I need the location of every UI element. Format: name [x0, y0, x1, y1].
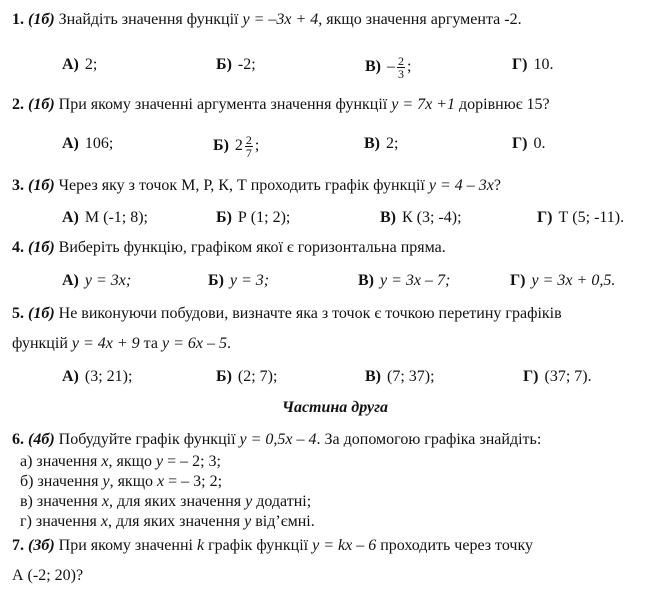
q1-option-a: А) 2; [62, 56, 98, 73]
q4-option-b: Б) y = 3; [208, 272, 270, 289]
fraction: $\frac{2}{3}$ [398, 54, 404, 81]
q2-option-c: В) 2; [364, 135, 399, 152]
question-points: (1б) [28, 11, 55, 28]
q5-option-c: В) (7; 37); [365, 368, 435, 385]
q4-option-a: А) y = 3x; [62, 272, 132, 289]
q6-subitem-a: а) значення x, якщо y = – 2; 3; [20, 453, 221, 470]
q4-option-d: Г) y = 3x + 0,5. [510, 272, 616, 289]
q5-option-a: А) (3; 21); [62, 368, 133, 385]
q3-option-b: Б) Р (1; 2); [216, 209, 291, 226]
question-2: 2. (1б) При якому значенні аргумента значення функції y = 7x +1 дорівнює 15? [12, 96, 550, 113]
question-number: 1. [12, 11, 24, 28]
section-title: Частина друга [281, 399, 389, 416]
question-3: 3. (1б) Через яку з точок М, Р, К, Т проходить графік функції y = 4 – 3x? [12, 177, 501, 194]
q2-option-b: Б) 2 $\frac{2}{7}$ ; [213, 133, 260, 160]
math-expression: y = –3x + 4 [242, 11, 319, 28]
q6-subitem-c: в) значення x, для яких значення y додатні; [20, 493, 312, 510]
question-5-continued: функцій y = 4x + 9 та y = 6x – 5. [12, 335, 231, 352]
question-text: , якщо значення аргумента -2. [318, 11, 522, 28]
q3-option-d: Г) Т (5; -11). [537, 209, 625, 226]
q1-option-b: Б) -2; [216, 56, 256, 73]
q2-option-a: А) 106; [62, 135, 114, 152]
question-5: 5. (1б) Не виконуючи побудови, визначте яка з точок є точкою перетину графіків [12, 305, 562, 322]
q5-option-b: Б) (2; 7); [216, 368, 278, 385]
q4-option-c: В) y = 3x – 7; [358, 272, 451, 289]
fraction: $\frac{2}{7}$ [245, 133, 252, 160]
q3-option-a: А) М (-1; 8); [62, 209, 148, 226]
q2-option-d: Г) 0. [512, 135, 546, 152]
q1-option-c: В) – $\frac{2}{3}$ ; [365, 54, 412, 81]
question-1 [12, 10, 522, 30]
question-4: 4. (1б) Виберіть функцію, графіком якої є горизонтальна пряма. [12, 239, 446, 256]
q1-option-d: Г) 10. [512, 56, 554, 73]
q5-option-d: Г) (37; 7). [523, 368, 592, 385]
q6-subitem-d: г) значення x, для яких значення y від’ємні. [20, 513, 315, 530]
q6-subitem-b: б) значення y, якщо x = – 3; 2; [20, 473, 223, 490]
question-7-continued: А (-2; 20)? [12, 567, 84, 584]
question-text: Знайдіть значення функції [58, 11, 243, 28]
q3-option-c: В) К (3; -4); [380, 209, 462, 226]
question-6: 6. (4б) Побудуйте графік функції y = 0,5x – 4. За допомогою графіка знайдіть: [12, 431, 542, 448]
question-7: 7. (3б) При якому значенні k графік функції y = kx – 6 проходить через точку [12, 537, 534, 554]
